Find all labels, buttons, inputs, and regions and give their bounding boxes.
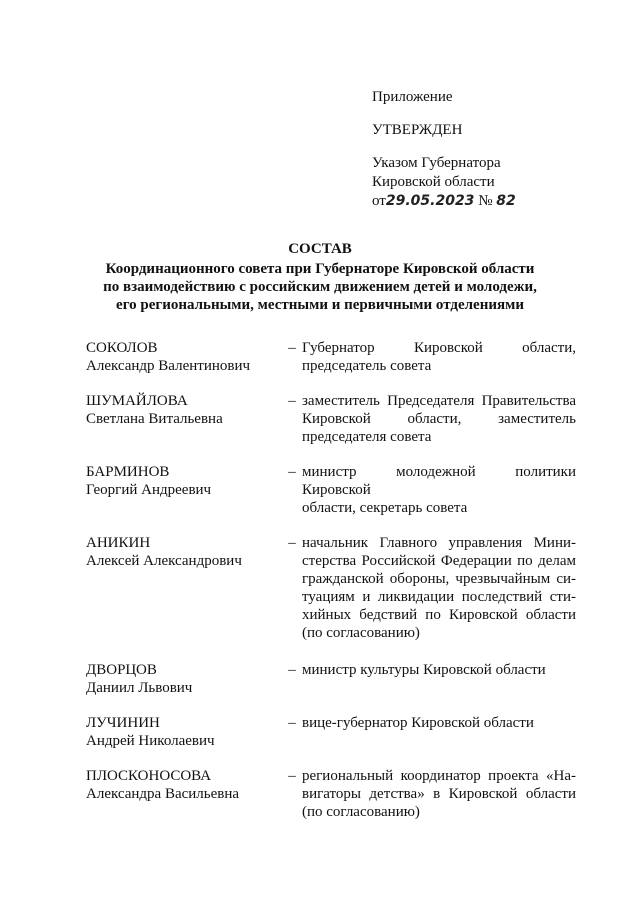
approved-label: УТВЕРЖДЕН <box>372 122 463 138</box>
member-role-line: министр молодежной политики Кировской <box>302 464 576 498</box>
member-given-names: Георгий Андреевич <box>86 482 212 498</box>
member-role-line: хийных бедствий по Кировской области <box>302 607 576 623</box>
member-role-line: вигаторы детства» в Кировской области <box>302 786 576 802</box>
member-role-line: Кировской области, заместитель <box>302 411 576 427</box>
member-role-line: вице-губернатор Кировской области <box>302 715 534 731</box>
members-list <box>86 339 576 821</box>
member-surname: БАРМИНОВ <box>86 464 170 480</box>
member-surname: ЛУЧИНИН <box>86 715 160 731</box>
member-role-line: (по согласованию) <box>302 804 420 820</box>
handwritten-number: 82 <box>496 193 516 209</box>
title-line-1: Координационного совета при Губернаторе Кировской области <box>105 261 535 277</box>
title-line-3: его региональными, местными и первичными отделениями <box>116 297 524 313</box>
member-name <box>86 463 282 499</box>
member-role-line: председатель совета <box>302 358 432 374</box>
member-name <box>86 392 282 428</box>
member-name <box>86 767 282 803</box>
member-row <box>86 534 576 642</box>
member-dash: – <box>288 662 296 678</box>
member-surname: ПЛОСКОНОСОВА <box>86 768 212 784</box>
member-role <box>302 767 576 821</box>
title-main: СОСТАВ <box>288 241 352 257</box>
document-title <box>40 240 600 314</box>
member-role <box>302 661 576 679</box>
approval-stamp <box>372 88 516 211</box>
member-role <box>302 339 576 375</box>
member-dash: – <box>288 715 296 731</box>
decree-line-1: Указом Губернатора <box>372 155 501 171</box>
member-surname: ШУМАЙЛОВА <box>86 393 188 409</box>
member-role-line: начальник Главного управления Мини- <box>302 535 576 551</box>
member-name <box>86 661 282 697</box>
member-row <box>86 339 576 375</box>
member-role-line: председателя совета <box>302 429 432 445</box>
member-role-line: Губернатор Кировской области, <box>302 340 576 356</box>
member-role-line: (по согласованию) <box>302 625 420 641</box>
member-name <box>86 714 282 750</box>
title-line-2: по взаимодействию с российским движением детей и молодежи, <box>103 279 537 295</box>
member-dash: – <box>288 340 296 356</box>
member-dash: – <box>288 768 296 784</box>
decree-date-line <box>372 192 516 211</box>
member-role <box>302 392 576 446</box>
member-name <box>86 534 282 570</box>
member-role-line: туациям и ликвидации последствий сти- <box>302 589 576 605</box>
member-name <box>86 339 282 375</box>
number-prefix: № <box>478 193 493 209</box>
member-role-line: заместитель Председателя Правительства <box>302 393 576 409</box>
member-row <box>86 392 576 446</box>
member-role-line: области, секретарь совета <box>302 500 468 516</box>
member-role <box>302 463 576 517</box>
member-dash: – <box>288 535 296 551</box>
member-surname: ДВОРЦОВ <box>86 662 157 678</box>
member-given-names: Алексей Александрович <box>86 553 242 569</box>
member-role <box>302 714 576 732</box>
member-row <box>86 463 576 517</box>
member-role <box>302 534 576 642</box>
member-row <box>86 767 576 821</box>
decree-line-2: Кировской области <box>372 174 495 190</box>
member-dash: – <box>288 464 296 480</box>
handwritten-date: 29.05.2023 <box>385 193 475 209</box>
member-role-line: гражданской обороны, чрезвычайным си- <box>302 571 576 587</box>
member-given-names: Александр Валентинович <box>86 358 251 374</box>
member-surname: СОКОЛОВ <box>86 340 158 356</box>
member-row <box>86 661 576 697</box>
date-prefix: от <box>372 193 386 209</box>
member-role-line: стерства Российской Федерации по делам <box>302 553 576 569</box>
member-surname: АНИКИН <box>86 535 151 551</box>
member-given-names: Андрей Николаевич <box>86 733 215 749</box>
member-role-line: министр культуры Кировской области <box>302 662 546 678</box>
member-row <box>86 714 576 750</box>
member-given-names: Светлана Витальевна <box>86 411 223 427</box>
member-given-names: Даниил Львович <box>86 680 193 696</box>
member-given-names: Александра Васильевна <box>86 786 240 802</box>
member-dash: – <box>288 393 296 409</box>
appendix-label: Приложение <box>372 89 453 105</box>
member-role-line: региональный координатор проекта «На- <box>302 768 576 784</box>
